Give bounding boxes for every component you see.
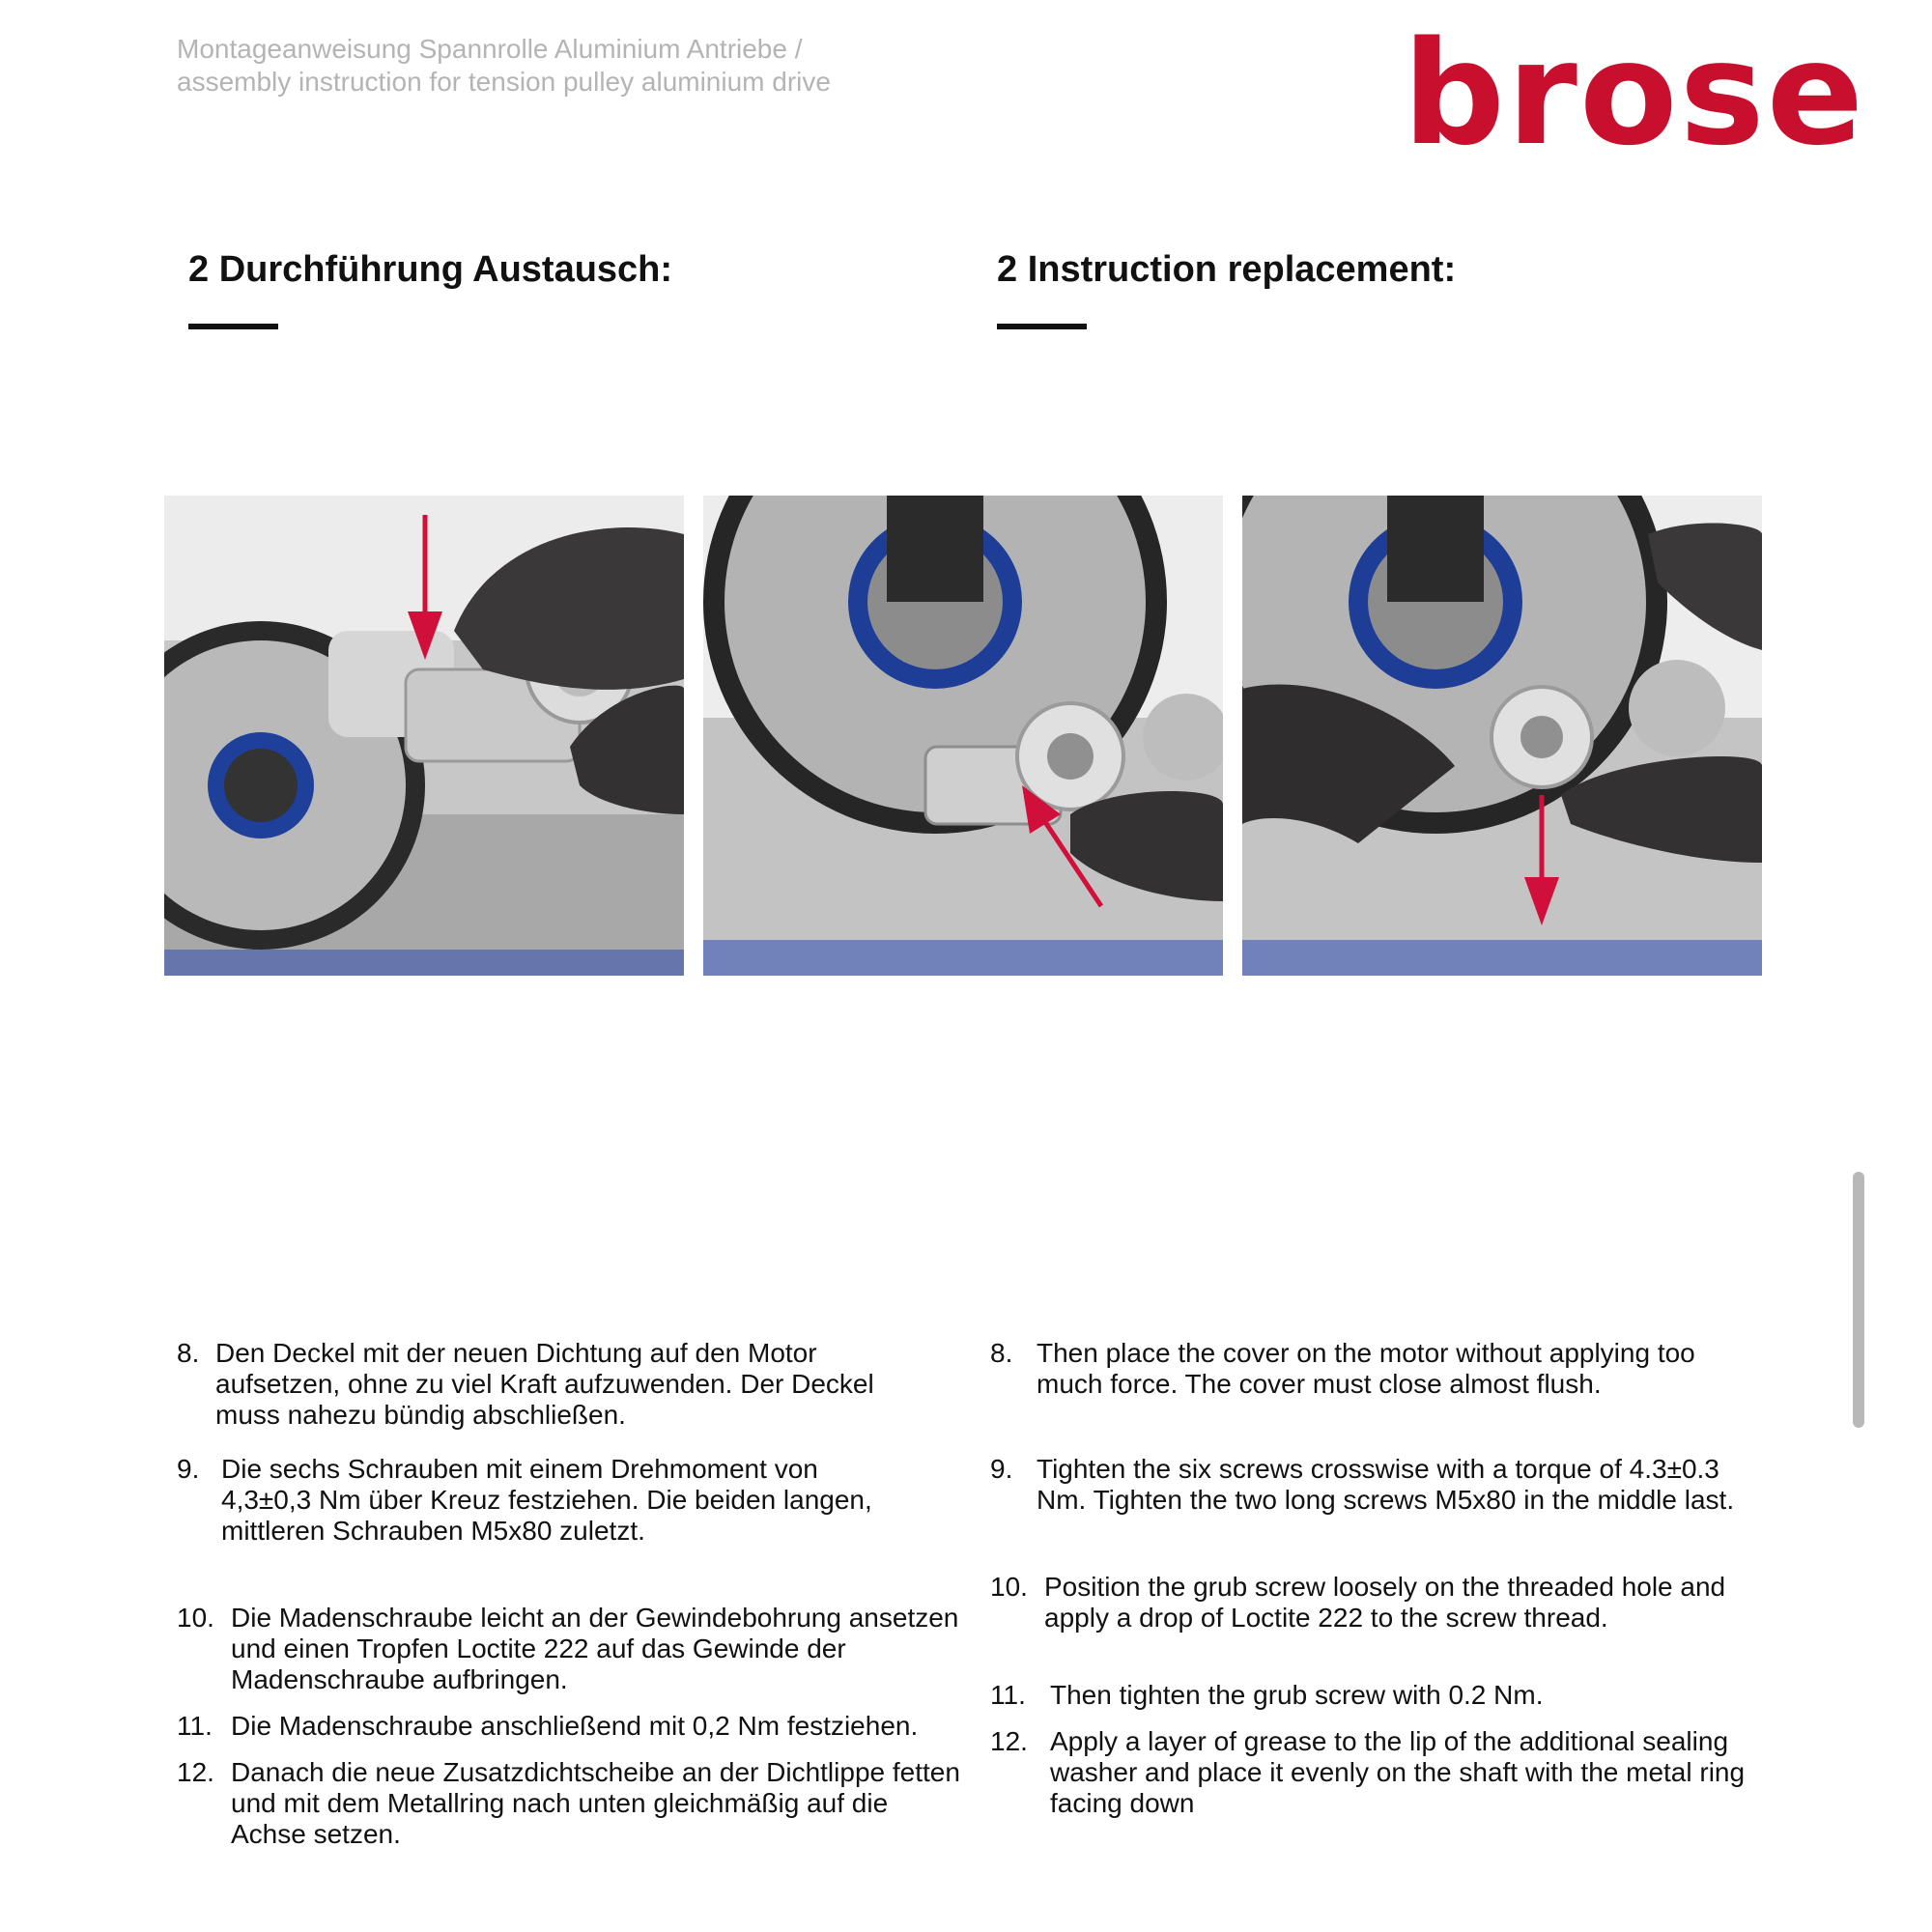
step-text: Danach die neue Zusatzdichtscheibe an der Dichtlippe fetten und mit dem Metallring nach unten gleichmäßig auf die Achse setzen. bbox=[231, 1757, 960, 1849]
list-item: 12. Danach die neue Zusatzdichtscheibe an der Dichtlippe fetten und mit dem Metallring nach unten gleichmäßig auf die Achse setzen. bbox=[177, 1757, 960, 1849]
section-title-en: 2 Instruction replacement: bbox=[997, 249, 1457, 290]
header-title-en: assembly instruction for tension pulley aluminium drive bbox=[177, 67, 831, 97]
section-title-de: 2 Durchführung Austausch: bbox=[188, 249, 673, 290]
list-item: 8. Then place the cover on the motor without applying too much force. The cover must close almost flush. bbox=[990, 1338, 1695, 1399]
list-item: 9. Tighten the six screws crosswise with a torque of 4.3±0.3 Nm. Tighten the two long screws M5x80 in the middle last. bbox=[990, 1454, 1735, 1515]
brose-logo: brose bbox=[1403, 11, 1866, 177]
list-item: 9. Die sechs Schrauben mit einem Drehmoment von 4,3±0,3 Nm über Kreuz festziehen. Die beiden langen, mittleren Schrauben M5x80 zuletzt. bbox=[177, 1454, 872, 1546]
step-text: Then tighten the grub screw with 0.2 Nm. bbox=[1050, 1680, 1544, 1710]
list-item: 12. Apply a layer of grease to the lip of the additional sealing washer and place it evenly on the shaft with the metal ring facing down bbox=[990, 1726, 1746, 1818]
step-text: Then place the cover on the motor without applying too much force. The cover must close almost flush. bbox=[1037, 1338, 1695, 1399]
step-text: Die Madenschraube leicht an der Gewindebohrung ansetzen und einen Tropfen Loctite 222 auf das Gewinde der Madenschraube aufbringen. bbox=[231, 1603, 959, 1694]
step-text: Die Madenschraube anschließend mit 0,2 Nm festziehen. bbox=[231, 1711, 919, 1741]
step-text: Position the grub screw loosely on the threaded hole and apply a drop of Loctite 222 to the screw thread. bbox=[1044, 1572, 1726, 1633]
document-header bbox=[177, 33, 950, 99]
list-item: 11. Then tighten the grub screw with 0.2 Nm. bbox=[990, 1680, 1544, 1710]
section-underline-de bbox=[188, 324, 278, 329]
scrollbar[interactable] bbox=[1853, 1172, 1864, 1428]
step-text: Den Deckel mit der neuen Dichtung auf den Motor aufsetzen, ohne zu viel Kraft aufzuwenden. Der Deckel muss nahezu bündig abschließen. bbox=[215, 1338, 874, 1430]
step-text: Tighten the six screws crosswise with a torque of 4.3±0.3 Nm. Tighten the two long screws M5x80 in the middle last. bbox=[1037, 1454, 1735, 1515]
arrow-up-left-icon bbox=[1022, 785, 1109, 911]
steps-list-en bbox=[990, 1338, 1763, 1819]
step-text: Die sechs Schrauben mit einem Drehmoment von 4,3±0,3 Nm über Kreuz festziehen. Die beiden langen, mittleren Schrauben M5x80 zuletzt. bbox=[221, 1454, 872, 1546]
list-item: 10. Die Madenschraube leicht an der Gewindebohrung ansetzen und einen Tropfen Loctite 222 auf das Gewinde der Madenschraube aufbringen. bbox=[177, 1603, 959, 1694]
arrow-down-icon bbox=[1522, 795, 1561, 925]
section-underline-en bbox=[997, 324, 1087, 329]
assembly-photo-3 bbox=[1242, 496, 1762, 976]
step-text: Apply a layer of grease to the lip of the additional sealing washer and place it evenly on the shaft with the metal ring facing down bbox=[1050, 1726, 1746, 1818]
list-item: 11. Die Madenschraube anschließend mit 0,2 Nm festziehen. bbox=[177, 1711, 919, 1741]
assembly-photo-1 bbox=[164, 496, 684, 976]
header-title-de: Montageanweisung Spannrolle Aluminium Antriebe / bbox=[177, 34, 803, 64]
steps-list-de bbox=[177, 1338, 960, 1850]
assembly-photo-2 bbox=[703, 496, 1223, 976]
list-item: 8. Den Deckel mit der neuen Dichtung auf den Motor aufsetzen, ohne zu viel Kraft aufzuwenden. Der Deckel muss nahezu bündig abschließen. bbox=[177, 1338, 874, 1430]
arrow-down-icon bbox=[406, 515, 444, 660]
list-item: 10. Position the grub screw loosely on the threaded hole and apply a drop of Loctite 222 to the screw thread. bbox=[990, 1572, 1726, 1633]
